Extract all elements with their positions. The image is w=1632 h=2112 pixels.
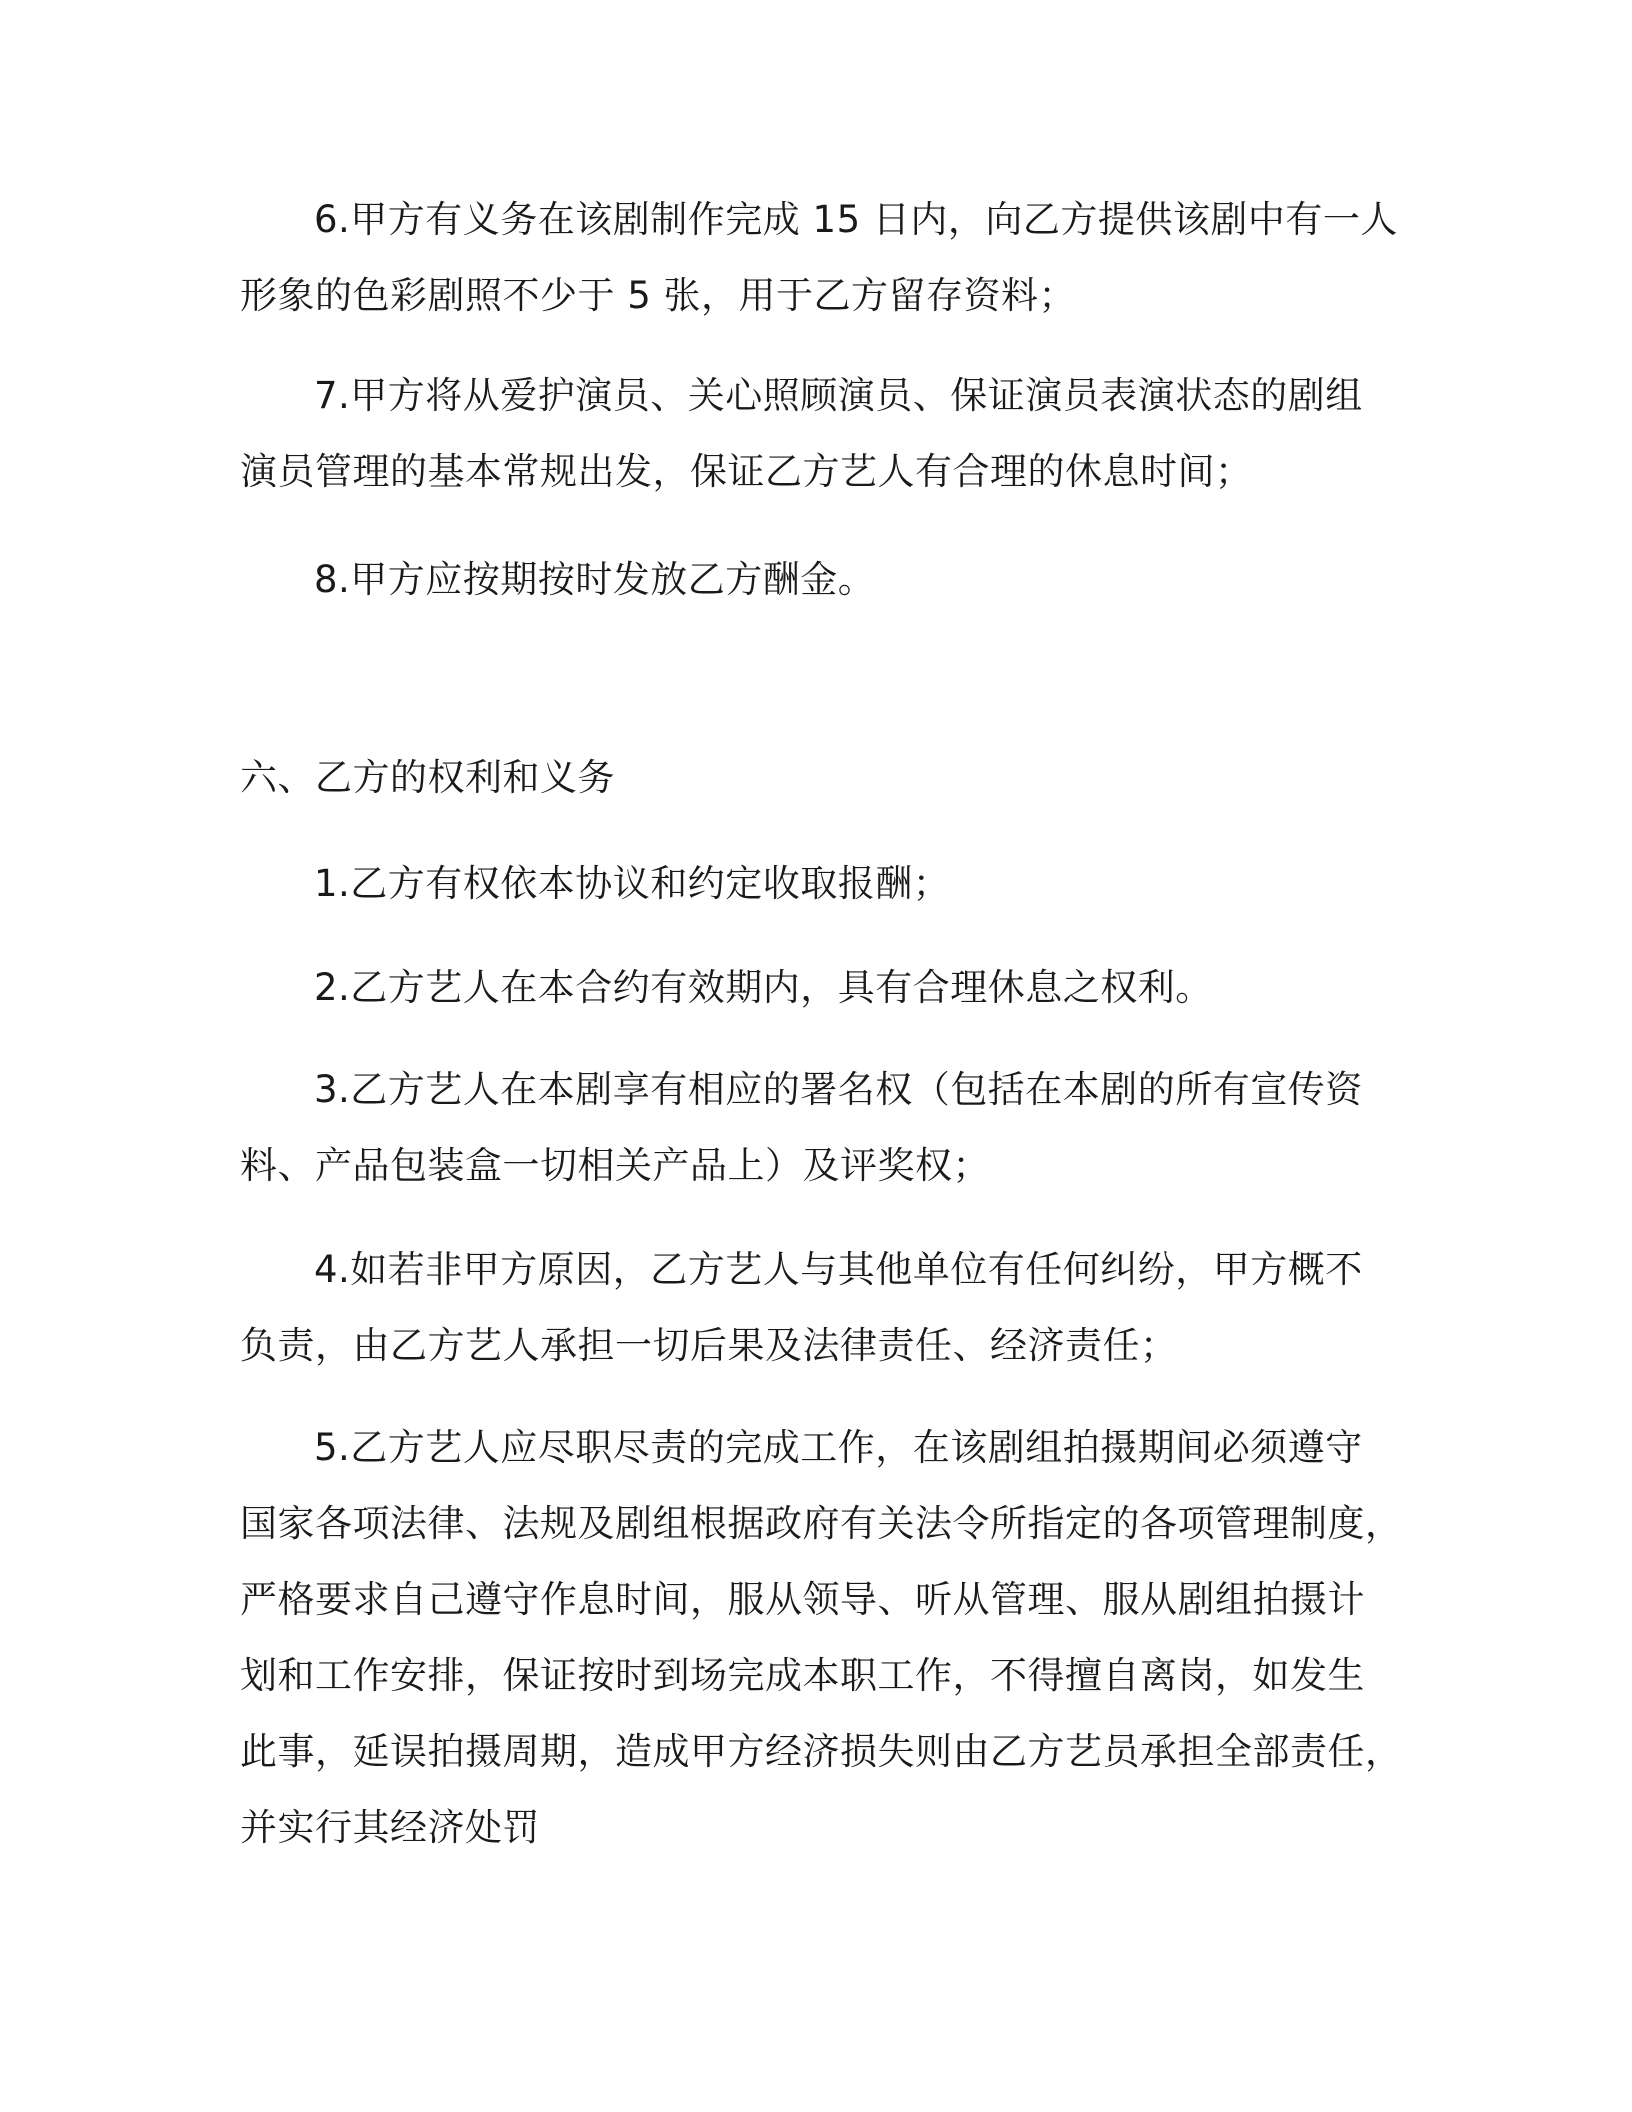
clause-line: 2.乙方艺人在本合约有效期内，具有合理休息之权利。 bbox=[314, 966, 1213, 1009]
clause-line: 负责，由乙方艺人承担一切后果及法律责任、经济责任； bbox=[240, 1324, 1178, 1367]
clause-line: 5.乙方艺人应尽职尽责的完成工作，在该剧组拍摄期间必须遵守 bbox=[314, 1426, 1363, 1469]
clause-6-item-4 bbox=[240, 1232, 1400, 1384]
clause-line: 4.如若非甲方原因，乙方艺人与其他单位有任何纠纷，甲方概不 bbox=[314, 1248, 1363, 1291]
clause-6-item-2 bbox=[240, 950, 1400, 1026]
clause-line: 形象的色彩剧照不少于 5 张，用于乙方留存资料； bbox=[240, 274, 1077, 317]
clause-line: 料、产品包装盒一切相关产品上）及评奖权； bbox=[240, 1144, 990, 1187]
clause-line: 此事，延误拍摄周期，造成甲方经济损失则由乙方艺员承担全部责任， bbox=[240, 1730, 1403, 1773]
clause-line: 8.甲方应按期按时发放乙方酬金。 bbox=[314, 558, 876, 601]
clause-line: 6.甲方有义务在该剧制作完成 15 日内，向乙方提供该剧中有一人 bbox=[314, 198, 1398, 241]
clause-6-item-1 bbox=[240, 846, 1400, 922]
clause-line: 3.乙方艺人在本剧享有相应的署名权（包括在本剧的所有宣传资 bbox=[314, 1068, 1363, 1111]
clause-line: 国家各项法律、法规及剧组根据政府有关法令所指定的各项管理制度， bbox=[240, 1502, 1403, 1545]
clause-6-item-3 bbox=[240, 1052, 1400, 1204]
clause-line: 并实行其经济处罚 bbox=[240, 1806, 540, 1849]
clause-6-item-5 bbox=[240, 1410, 1403, 1866]
clause-item-7 bbox=[240, 358, 1400, 510]
clause-line: 严格要求自己遵守作息时间，服从领导、听从管理、服从剧组拍摄计 bbox=[240, 1578, 1365, 1621]
clause-line: 演员管理的基本常规出发，保证乙方艺人有合理的休息时间； bbox=[240, 450, 1253, 493]
clause-line: 7.甲方将从爱护演员、关心照顾演员、保证演员表演状态的剧组 bbox=[314, 374, 1363, 417]
section-heading: 六、乙方的权利和义务 bbox=[240, 756, 615, 799]
clause-item-6 bbox=[240, 182, 1400, 334]
clause-item-8 bbox=[240, 542, 1400, 618]
clause-line: 划和工作安排，保证按时到场完成本职工作，不得擅自离岗，如发生 bbox=[240, 1654, 1365, 1697]
clause-line: 1.乙方有权依本协议和约定收取报酬； bbox=[314, 862, 951, 905]
